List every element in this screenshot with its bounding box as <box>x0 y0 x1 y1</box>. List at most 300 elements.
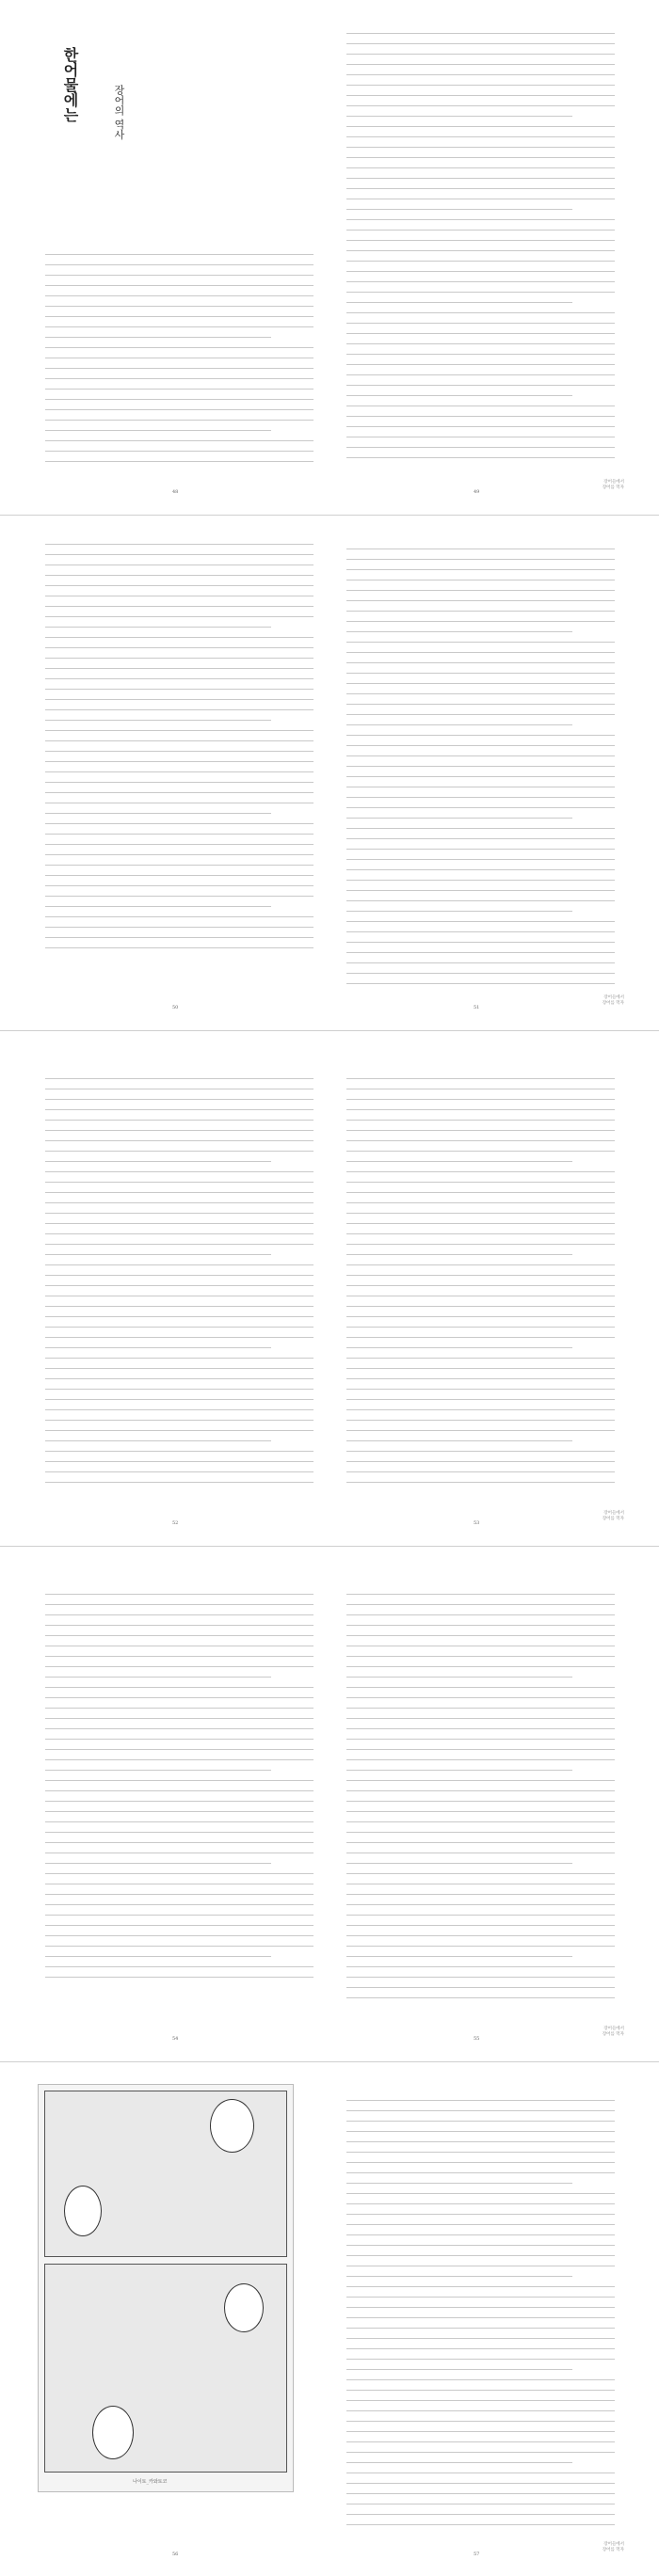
text-line <box>346 931 615 932</box>
text-line <box>346 2224 615 2225</box>
running-header: 장어들에서 장어를 먹자 <box>602 2027 624 2037</box>
text-line <box>45 1182 313 1183</box>
text-line <box>45 1399 313 1400</box>
spread-2 <box>0 516 659 1029</box>
text-line <box>346 395 572 396</box>
text-line <box>346 1337 615 1338</box>
text-line <box>45 1790 313 1791</box>
text-line <box>346 2276 572 2277</box>
text-line <box>346 1739 615 1740</box>
page-49 <box>346 28 624 499</box>
text-line <box>346 952 615 953</box>
page-54 <box>45 1575 313 2045</box>
text-line <box>346 323 615 324</box>
text-line <box>45 368 313 369</box>
text-line <box>45 1635 313 1636</box>
text-line <box>45 1378 313 1379</box>
text-line <box>346 2183 572 2184</box>
text-line <box>45 1821 313 1822</box>
text-line <box>45 834 313 835</box>
text-line <box>346 250 615 251</box>
text-line <box>45 637 313 638</box>
text-line <box>346 2390 615 2391</box>
text-line <box>346 1192 615 1193</box>
text-line <box>45 606 313 607</box>
text-line <box>45 1078 313 1079</box>
text-line <box>45 1120 313 1121</box>
text-line <box>346 1254 572 1255</box>
text-line <box>346 74 615 75</box>
text-line <box>346 1656 615 1657</box>
text-line <box>346 714 615 715</box>
text-line <box>346 600 615 601</box>
page-number: 48 <box>172 489 179 495</box>
text-line <box>45 1213 313 1214</box>
text-line <box>346 693 615 694</box>
text-line <box>346 1935 615 1936</box>
text-line <box>346 1832 615 1833</box>
text-line <box>45 585 313 586</box>
text-line <box>45 399 313 400</box>
text-line <box>346 735 615 736</box>
page-53 <box>346 1059 624 1530</box>
text-line <box>45 1223 313 1224</box>
text-line <box>346 188 615 189</box>
text-line <box>346 2359 615 2360</box>
text-line <box>346 673 615 674</box>
text-line <box>346 818 572 819</box>
text-line <box>346 880 615 881</box>
text-line <box>346 219 615 220</box>
text-line <box>346 704 615 705</box>
text-line <box>45 1739 313 1740</box>
text-line <box>346 828 615 829</box>
text-line <box>346 2307 615 2308</box>
text-line <box>45 1935 313 1936</box>
text-line <box>346 1987 615 1988</box>
text-line <box>45 275 313 276</box>
text-line <box>346 1233 615 1234</box>
text-line <box>45 937 313 938</box>
text-line <box>45 1832 313 1833</box>
text-line <box>45 1656 313 1657</box>
text-line <box>45 906 271 907</box>
text-line <box>346 683 615 684</box>
text-line <box>346 2348 615 2349</box>
text-line <box>346 1389 615 1390</box>
text-line <box>45 823 313 824</box>
text-line <box>346 2410 615 2411</box>
text-line <box>45 668 313 669</box>
text-line <box>346 1109 615 1110</box>
text-line <box>45 1677 271 1678</box>
text-line <box>45 451 313 452</box>
text-line <box>45 885 313 886</box>
text-line <box>45 316 313 317</box>
text-line <box>45 730 313 731</box>
text-line <box>346 292 615 293</box>
text-line <box>346 1275 615 1276</box>
text-line <box>45 1614 313 1615</box>
spread-4 <box>0 1547 659 2060</box>
text-line <box>346 33 615 34</box>
text-line <box>346 2379 615 2380</box>
text-line <box>45 699 313 700</box>
page-number: 51 <box>474 1005 480 1010</box>
text-line <box>346 271 615 272</box>
text-line <box>346 1471 615 1472</box>
text-line <box>346 1790 615 1791</box>
manga-illustration <box>38 2084 294 2492</box>
text-line <box>45 1461 313 1462</box>
text-line <box>45 740 313 741</box>
page-48 <box>45 28 313 499</box>
text-line <box>45 616 313 617</box>
text-line <box>45 1904 313 1905</box>
text-line <box>346 1842 615 1843</box>
text-line <box>45 544 313 545</box>
text-line <box>346 354 615 355</box>
text-line <box>45 1925 313 1926</box>
text-line <box>346 900 615 901</box>
text-line <box>346 1770 572 1771</box>
text-line <box>45 1368 313 1369</box>
text-line <box>346 1625 615 1626</box>
text-line <box>346 2421 615 2422</box>
text-line <box>346 1863 572 1864</box>
text-line <box>346 1759 615 1760</box>
text-line <box>346 1904 615 1905</box>
text-line <box>45 1811 313 1812</box>
text-line <box>346 1946 615 1947</box>
text-line <box>346 1894 615 1895</box>
text-line <box>346 838 615 839</box>
text-line <box>45 709 313 710</box>
text-line <box>45 1594 313 1595</box>
text-line <box>346 447 615 448</box>
text-line <box>346 2328 615 2329</box>
text-line <box>346 2100 615 2101</box>
text-line <box>346 1099 615 1100</box>
text-line <box>346 85 615 86</box>
text-line <box>346 1347 572 1348</box>
text-line <box>45 285 313 286</box>
text-line <box>346 1635 615 1636</box>
text-line <box>45 896 313 897</box>
text-line <box>45 1109 313 1110</box>
chapter-subtitle: 장어의 역사 <box>113 85 125 140</box>
text-line <box>45 1471 313 1472</box>
text-line <box>346 869 615 870</box>
text-line <box>45 1451 313 1452</box>
text-line <box>45 564 313 565</box>
text-line <box>346 2110 615 2111</box>
text-line <box>45 1666 313 1667</box>
text-line <box>45 1244 313 1245</box>
text-line <box>346 405 615 406</box>
text-line <box>346 921 615 922</box>
text-line <box>45 720 271 721</box>
text-line <box>346 2483 615 2484</box>
text-line <box>346 1780 615 1781</box>
text-line <box>45 916 313 917</box>
text-line <box>45 1409 313 1410</box>
text-line <box>346 2338 615 2339</box>
text-line <box>45 1140 313 1141</box>
text-line <box>346 911 572 912</box>
text-line <box>45 647 313 648</box>
text-line <box>45 1233 313 1234</box>
text-line <box>45 1420 313 1421</box>
text-line <box>346 1378 615 1379</box>
running-header: 장어들에서 장어를 먹자 <box>602 1511 624 1521</box>
text-line <box>346 611 615 612</box>
text-line <box>45 1625 313 1626</box>
text-line <box>346 374 615 375</box>
text-line <box>346 1749 615 1750</box>
text-line <box>346 64 615 65</box>
text-line <box>346 1285 615 1286</box>
text-line <box>346 1368 615 1369</box>
text-line <box>45 1604 313 1605</box>
text-line <box>346 281 615 282</box>
text-line <box>346 2255 615 2256</box>
text-line <box>45 554 313 555</box>
text-line <box>346 230 615 231</box>
text-line <box>346 1223 615 1224</box>
text-line <box>346 590 615 591</box>
page-52 <box>45 1059 313 1530</box>
text-line <box>346 2297 615 2298</box>
text-line <box>346 1966 615 1967</box>
text-line <box>346 983 615 984</box>
text-line <box>346 1078 615 1079</box>
text-line <box>346 2152 615 2153</box>
text-line <box>346 178 615 179</box>
text-line <box>45 1697 313 1698</box>
text-line <box>346 1264 615 1265</box>
page-number: 54 <box>172 2036 179 2042</box>
text-line <box>45 1780 313 1781</box>
text-line <box>346 755 615 756</box>
text-line <box>346 631 572 632</box>
text-line <box>346 1202 615 1203</box>
text-line <box>346 807 615 808</box>
text-line <box>346 652 615 653</box>
text-line <box>346 797 615 798</box>
text-line <box>45 389 313 390</box>
text-line <box>346 2369 572 2370</box>
text-line <box>45 854 313 855</box>
text-line <box>346 1604 615 1605</box>
text-line <box>45 1718 313 1719</box>
text-line <box>346 95 615 96</box>
text-line <box>346 1956 572 1957</box>
text-line <box>346 2452 615 2453</box>
text-line <box>346 2172 615 2173</box>
text-line <box>346 167 615 168</box>
text-line <box>45 1306 313 1307</box>
text-line <box>346 209 572 210</box>
text-line <box>346 1182 615 1183</box>
text-line <box>346 2214 615 2215</box>
text-line <box>346 2493 615 2494</box>
text-line <box>45 409 313 410</box>
page-57 <box>346 2091 624 2561</box>
text-line <box>346 54 615 55</box>
text-line <box>45 771 313 772</box>
text-line <box>45 575 313 576</box>
text-line <box>45 1894 313 1895</box>
text-line <box>346 2317 615 2318</box>
text-line <box>45 1285 313 1286</box>
text-line <box>45 1873 313 1874</box>
text-line <box>346 1244 615 1245</box>
text-line <box>346 1430 615 1431</box>
text-line <box>346 1213 615 1214</box>
text-line <box>45 1161 271 1162</box>
text-line <box>45 1728 313 1729</box>
text-line <box>346 2286 615 2287</box>
text-line <box>346 364 615 365</box>
text-line <box>346 1316 615 1317</box>
text-line <box>346 1306 615 1307</box>
page-55 <box>346 1575 624 2045</box>
text-line <box>346 1461 615 1462</box>
text-line <box>45 1842 313 1843</box>
text-line <box>45 420 313 421</box>
text-line <box>346 1420 615 1421</box>
running-header: 장어들에서 장어를 먹자 <box>602 995 624 1006</box>
speech-bubble <box>92 2406 134 2459</box>
text-line <box>45 1946 313 1947</box>
page-number: 50 <box>172 1005 179 1010</box>
text-line <box>45 1264 313 1265</box>
text-line <box>45 658 313 659</box>
text-line <box>346 1171 615 1172</box>
text-line <box>346 136 615 137</box>
text-line <box>45 1966 313 1967</box>
text-line <box>45 782 313 783</box>
text-line <box>346 1915 615 1916</box>
text-line <box>346 662 615 663</box>
text-line <box>346 1677 572 1678</box>
text-line <box>45 264 313 265</box>
text-line <box>45 378 313 379</box>
text-line <box>346 724 572 725</box>
text-line <box>45 865 313 866</box>
page-number: 49 <box>474 489 480 495</box>
text-line <box>45 792 313 793</box>
text-line <box>45 1440 271 1441</box>
text-line <box>346 1821 615 1822</box>
running-header: 장어들에서 장어를 먹자 <box>602 2542 624 2552</box>
text-line <box>45 254 313 255</box>
text-line <box>346 559 615 560</box>
text-line <box>346 343 615 344</box>
text-line <box>346 1666 615 1667</box>
text-line <box>346 776 615 777</box>
text-line <box>346 2441 615 2442</box>
running-header: 장어들에서 장어를 먹자 <box>602 480 624 490</box>
text-line <box>45 1430 313 1431</box>
text-line <box>45 1708 313 1709</box>
text-line <box>45 1956 271 1957</box>
text-line <box>45 1171 313 1172</box>
text-line <box>45 844 313 845</box>
text-line <box>346 1697 615 1698</box>
text-line <box>346 1614 615 1615</box>
text-line <box>346 2203 615 2204</box>
text-line <box>346 2431 615 2432</box>
text-line <box>346 1161 572 1162</box>
text-line <box>346 859 615 860</box>
text-line <box>346 1728 615 1729</box>
text-line <box>346 1925 615 1926</box>
text-line <box>346 621 615 622</box>
text-line <box>346 1997 615 1998</box>
text-line <box>45 813 271 814</box>
text-line <box>346 1399 615 1400</box>
text-line <box>346 1873 615 1874</box>
text-line <box>45 337 271 338</box>
text-line <box>346 261 615 262</box>
text-line <box>45 1130 313 1131</box>
text-line <box>346 2234 615 2235</box>
text-line <box>45 1316 313 1317</box>
text-line <box>346 849 615 850</box>
spread-1 <box>0 0 659 514</box>
page-number: 53 <box>474 1520 480 1526</box>
text-line <box>45 1759 313 1760</box>
text-line <box>346 1811 615 1812</box>
text-line <box>346 1687 615 1688</box>
text-line <box>346 766 615 767</box>
text-line <box>346 1120 615 1121</box>
text-line <box>346 43 615 44</box>
text-line <box>346 302 572 303</box>
text-line <box>346 1151 615 1152</box>
illustration-panel-top <box>44 2091 287 2257</box>
text-line <box>346 2514 615 2515</box>
text-line <box>45 1482 313 1483</box>
text-line <box>45 1254 271 1255</box>
text-line <box>346 1852 615 1853</box>
text-line <box>346 1358 615 1359</box>
text-line <box>346 1977 615 1978</box>
text-line <box>45 751 313 752</box>
text-line <box>45 1977 313 1978</box>
speech-bubble <box>64 2186 102 2236</box>
text-line <box>346 2524 615 2525</box>
text-line <box>346 1451 615 1452</box>
text-line <box>45 875 313 876</box>
text-line <box>45 1275 313 1276</box>
text-line <box>45 1099 313 1100</box>
text-line <box>45 440 313 441</box>
text-line <box>45 1749 313 1750</box>
text-line <box>346 942 615 943</box>
page-number: 52 <box>172 1520 179 1526</box>
text-line <box>45 1327 313 1328</box>
text-line <box>346 385 615 386</box>
text-line <box>346 1440 572 1441</box>
text-line <box>346 2193 615 2194</box>
speech-bubble <box>224 2283 264 2332</box>
text-line <box>45 430 271 431</box>
text-line <box>346 2121 615 2122</box>
text-line <box>346 333 615 334</box>
